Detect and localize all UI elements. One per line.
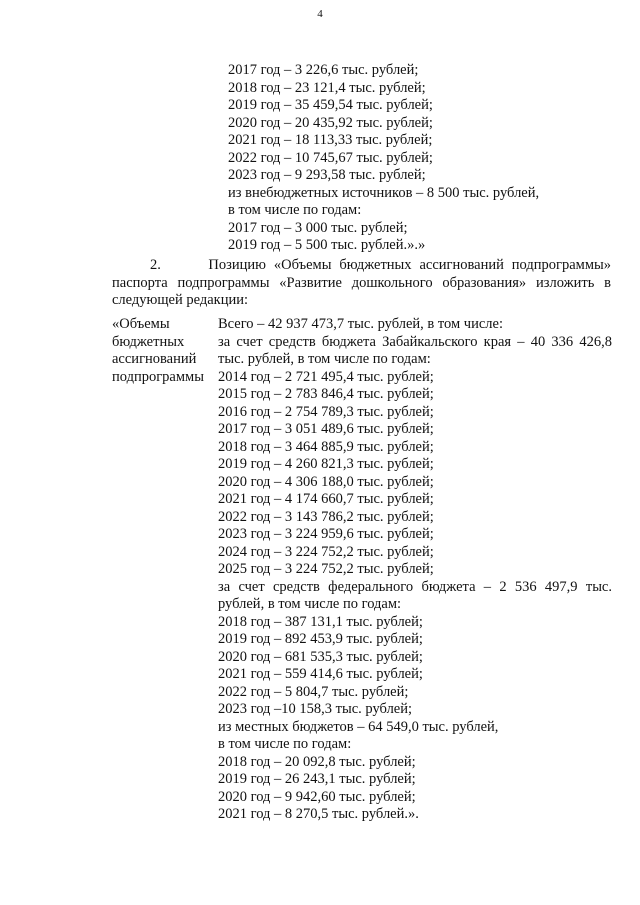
row-label-line: ассигнований bbox=[112, 351, 197, 367]
regional-line: за счет средств бюджета Забайкальского края – 40 336 426,8 bbox=[218, 333, 612, 350]
local-line: в том числе по годам: bbox=[218, 736, 352, 752]
list-item: 2024 год – 3 224 752,2 тыс. рублей; bbox=[218, 543, 434, 560]
page-number: 4 bbox=[317, 8, 323, 20]
paragraph-line: следующей редакции: bbox=[112, 292, 249, 308]
list-item: 2020 год – 9 942,60 тыс. рублей; bbox=[218, 788, 416, 805]
list-item: 2020 год – 4 306 188,0 тыс. рублей; bbox=[218, 473, 434, 490]
list-item: 2017 год – 3 051 489,6 тыс. рублей; bbox=[218, 421, 434, 437]
list-item: в том числе по годам: bbox=[228, 202, 362, 218]
list-item: 2018 год – 23 121,4 тыс. рублей; bbox=[228, 79, 426, 96]
row-label-line: подпрограммы bbox=[112, 368, 204, 385]
list-item: 2023 год – 3 224 959,6 тыс. рублей; bbox=[218, 526, 434, 542]
row-value bbox=[218, 316, 612, 824]
regional-line: тыс. рублей, в том числе по годам: bbox=[218, 351, 431, 367]
list-item: 2021 год – 18 113,33 тыс. рублей; bbox=[228, 132, 433, 148]
list-item: 2017 год – 3 226,6 тыс. рублей; bbox=[228, 62, 419, 78]
list-item: 2017 год – 3 000 тыс. рублей; bbox=[228, 219, 408, 236]
list-item: 2015 год – 2 783 846,4 тыс. рублей; bbox=[218, 386, 434, 402]
list-item: 2018 год – 387 131,1 тыс. рублей; bbox=[218, 613, 423, 630]
list-item: 2019 год – 35 459,54 тыс. рублей; bbox=[228, 97, 433, 113]
list-item: 2022 год – 10 745,67 тыс. рублей; bbox=[228, 149, 433, 166]
list-item: 2021 год – 4 174 660,7 тыс. рублей; bbox=[218, 491, 434, 507]
amendment-paragraph bbox=[112, 257, 611, 310]
row-label-line: «Объемы bbox=[112, 316, 170, 332]
federal-line: рублей, в том числе по годам: bbox=[218, 596, 402, 612]
paragraph-line: 2. Позицию «Объемы бюджетных ассигнований подпрограммы» bbox=[150, 257, 611, 273]
list-item: 2023 год – 9 293,58 тыс. рублей; bbox=[228, 167, 426, 183]
budget-list-continued bbox=[228, 62, 539, 255]
list-item: 2020 год – 20 435,92 тыс. рублей; bbox=[228, 114, 433, 131]
list-item: 2019 год – 5 500 тыс. рублей.».» bbox=[228, 237, 426, 253]
list-item: 2019 год – 26 243,1 тыс. рублей; bbox=[218, 771, 416, 787]
list-item: 2019 год – 4 260 821,3 тыс. рублей; bbox=[218, 456, 434, 472]
list-item: 2018 год – 20 092,8 тыс. рублей; bbox=[218, 753, 416, 770]
list-item: из внебюджетных источников – 8 500 тыс. рублей, bbox=[228, 184, 540, 201]
list-item: 2020 год – 681 535,3 тыс. рублей; bbox=[218, 648, 423, 665]
local-line: из местных бюджетов – 64 549,0 тыс. рублей, bbox=[218, 718, 499, 735]
paragraph-line: паспорта подпрограммы «Развитие дошкольного образования» изложить в bbox=[112, 274, 611, 291]
row-label-line: бюджетных bbox=[112, 333, 185, 350]
total-line: Всего – 42 937 473,7 тыс. рублей, в том числе: bbox=[218, 316, 503, 332]
list-item: 2018 год – 3 464 885,9 тыс. рублей; bbox=[218, 438, 434, 455]
federal-line: за счет средств федерального бюджета – 2 536 497,9 тыс. bbox=[218, 578, 612, 595]
list-item: 2021 год – 559 414,6 тыс. рублей; bbox=[218, 666, 423, 682]
list-item: 2022 год – 3 143 786,2 тыс. рублей; bbox=[218, 508, 434, 525]
list-item: 2025 год – 3 224 752,2 тыс. рублей; bbox=[218, 561, 434, 577]
list-item: 2022 год – 5 804,7 тыс. рублей; bbox=[218, 683, 409, 700]
row-label bbox=[112, 316, 212, 386]
list-item: 2021 год – 8 270,5 тыс. рублей.». bbox=[218, 806, 419, 822]
list-item: 2019 год – 892 453,9 тыс. рублей; bbox=[218, 631, 423, 647]
list-item: 2023 год –10 158,3 тыс. рублей; bbox=[218, 701, 413, 717]
list-item: 2016 год – 2 754 789,3 тыс. рублей; bbox=[218, 403, 434, 420]
list-item: 2014 год – 2 721 495,4 тыс. рублей; bbox=[218, 368, 434, 385]
